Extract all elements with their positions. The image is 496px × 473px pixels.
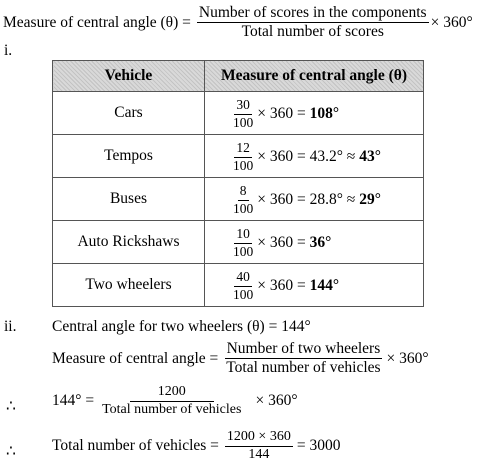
line3-tail: × 360° xyxy=(255,392,298,410)
angle-expression: × 360 = xyxy=(257,234,306,251)
angle-expression: × 360 = 28.8° ≈ xyxy=(257,191,356,208)
angle-expression: × 360 = xyxy=(257,105,306,122)
line2-lhs: Measure of central angle = xyxy=(52,349,219,367)
fraction-denominator: 100 xyxy=(233,286,254,302)
line4-lhs: Total number of vehicles = xyxy=(52,437,219,455)
central-angle-table xyxy=(52,60,424,307)
formula-lhs: Measure of central angle (θ) = xyxy=(3,13,191,31)
angle-expression: × 360 = xyxy=(257,277,306,294)
part-ii-line2 xyxy=(52,341,429,377)
line4-tail: = 3000 xyxy=(296,437,341,455)
cell-vehicle: Two wheelers xyxy=(53,264,205,307)
table-row xyxy=(53,178,424,221)
fraction-denominator: 100 xyxy=(233,157,254,173)
therefore-symbol: ∴ xyxy=(6,398,16,415)
cell-angle xyxy=(205,264,424,307)
cell-vehicle: Buses xyxy=(53,178,205,221)
formula-numerator: Number of scores in the components xyxy=(197,5,429,23)
angle-result: 144° xyxy=(309,277,340,294)
therefore-symbol: ∴ xyxy=(6,443,16,460)
line2-tail: × 360° xyxy=(386,349,429,367)
fraction-denominator: 100 xyxy=(233,243,254,259)
line4-fraction xyxy=(225,430,293,462)
line3-fraction xyxy=(100,385,243,417)
central-angle-formula xyxy=(3,5,473,41)
fraction-numerator: 8 xyxy=(238,184,249,200)
part-ii-line4 xyxy=(52,430,340,462)
cell-angle xyxy=(205,221,424,264)
fraction-numerator: 30 xyxy=(234,98,252,114)
fraction-numerator: 10 xyxy=(234,227,252,243)
line2-fraction xyxy=(224,341,382,377)
fraction-numerator: 12 xyxy=(234,141,252,157)
angle-expression: × 360 = 43.2° ≈ xyxy=(257,148,356,165)
cell-angle xyxy=(205,135,424,178)
line2-denominator: Total number of vehicles xyxy=(226,359,381,377)
line4-numerator: 1200 × 360 xyxy=(225,430,293,447)
table-row xyxy=(53,221,424,264)
table-row xyxy=(53,264,424,307)
part-ii-label: ii. xyxy=(4,318,17,335)
cell-angle xyxy=(205,178,424,221)
part-ii-line3 xyxy=(52,385,298,417)
fraction-denominator: 100 xyxy=(233,200,254,216)
fraction-denominator: 100 xyxy=(233,114,254,130)
cell-vehicle: Auto Rickshaws xyxy=(53,221,205,264)
part-ii-line1: Central angle for two wheelers (θ) = 144° xyxy=(52,318,311,335)
formula-fraction xyxy=(197,5,429,41)
angle-result: 29° xyxy=(359,191,381,208)
cell-vehicle: Cars xyxy=(53,92,205,135)
line3-denominator: Total number of vehicles xyxy=(102,401,242,417)
line4-denominator: 144 xyxy=(248,446,270,462)
header-angle: Measure of central angle (θ) xyxy=(205,61,424,92)
cell-angle xyxy=(205,92,424,135)
table-row xyxy=(53,92,424,135)
table-header-row xyxy=(53,61,424,92)
angle-result: 43° xyxy=(359,148,381,165)
cell-vehicle: Tempos xyxy=(53,135,205,178)
line3-numerator: 1200 xyxy=(130,385,214,402)
header-vehicle: Vehicle xyxy=(53,61,205,92)
table-row xyxy=(53,135,424,178)
part-i-label: i. xyxy=(4,42,13,59)
line2-numerator: Number of two wheelers xyxy=(225,341,383,359)
line3-lhs: 144° = xyxy=(52,392,95,410)
formula-denominator: Total number of scores xyxy=(241,23,384,41)
angle-result: 36° xyxy=(309,234,332,251)
angle-result: 108° xyxy=(309,105,340,122)
fraction-numerator: 40 xyxy=(234,270,252,286)
formula-tail: × 360° xyxy=(430,13,473,31)
